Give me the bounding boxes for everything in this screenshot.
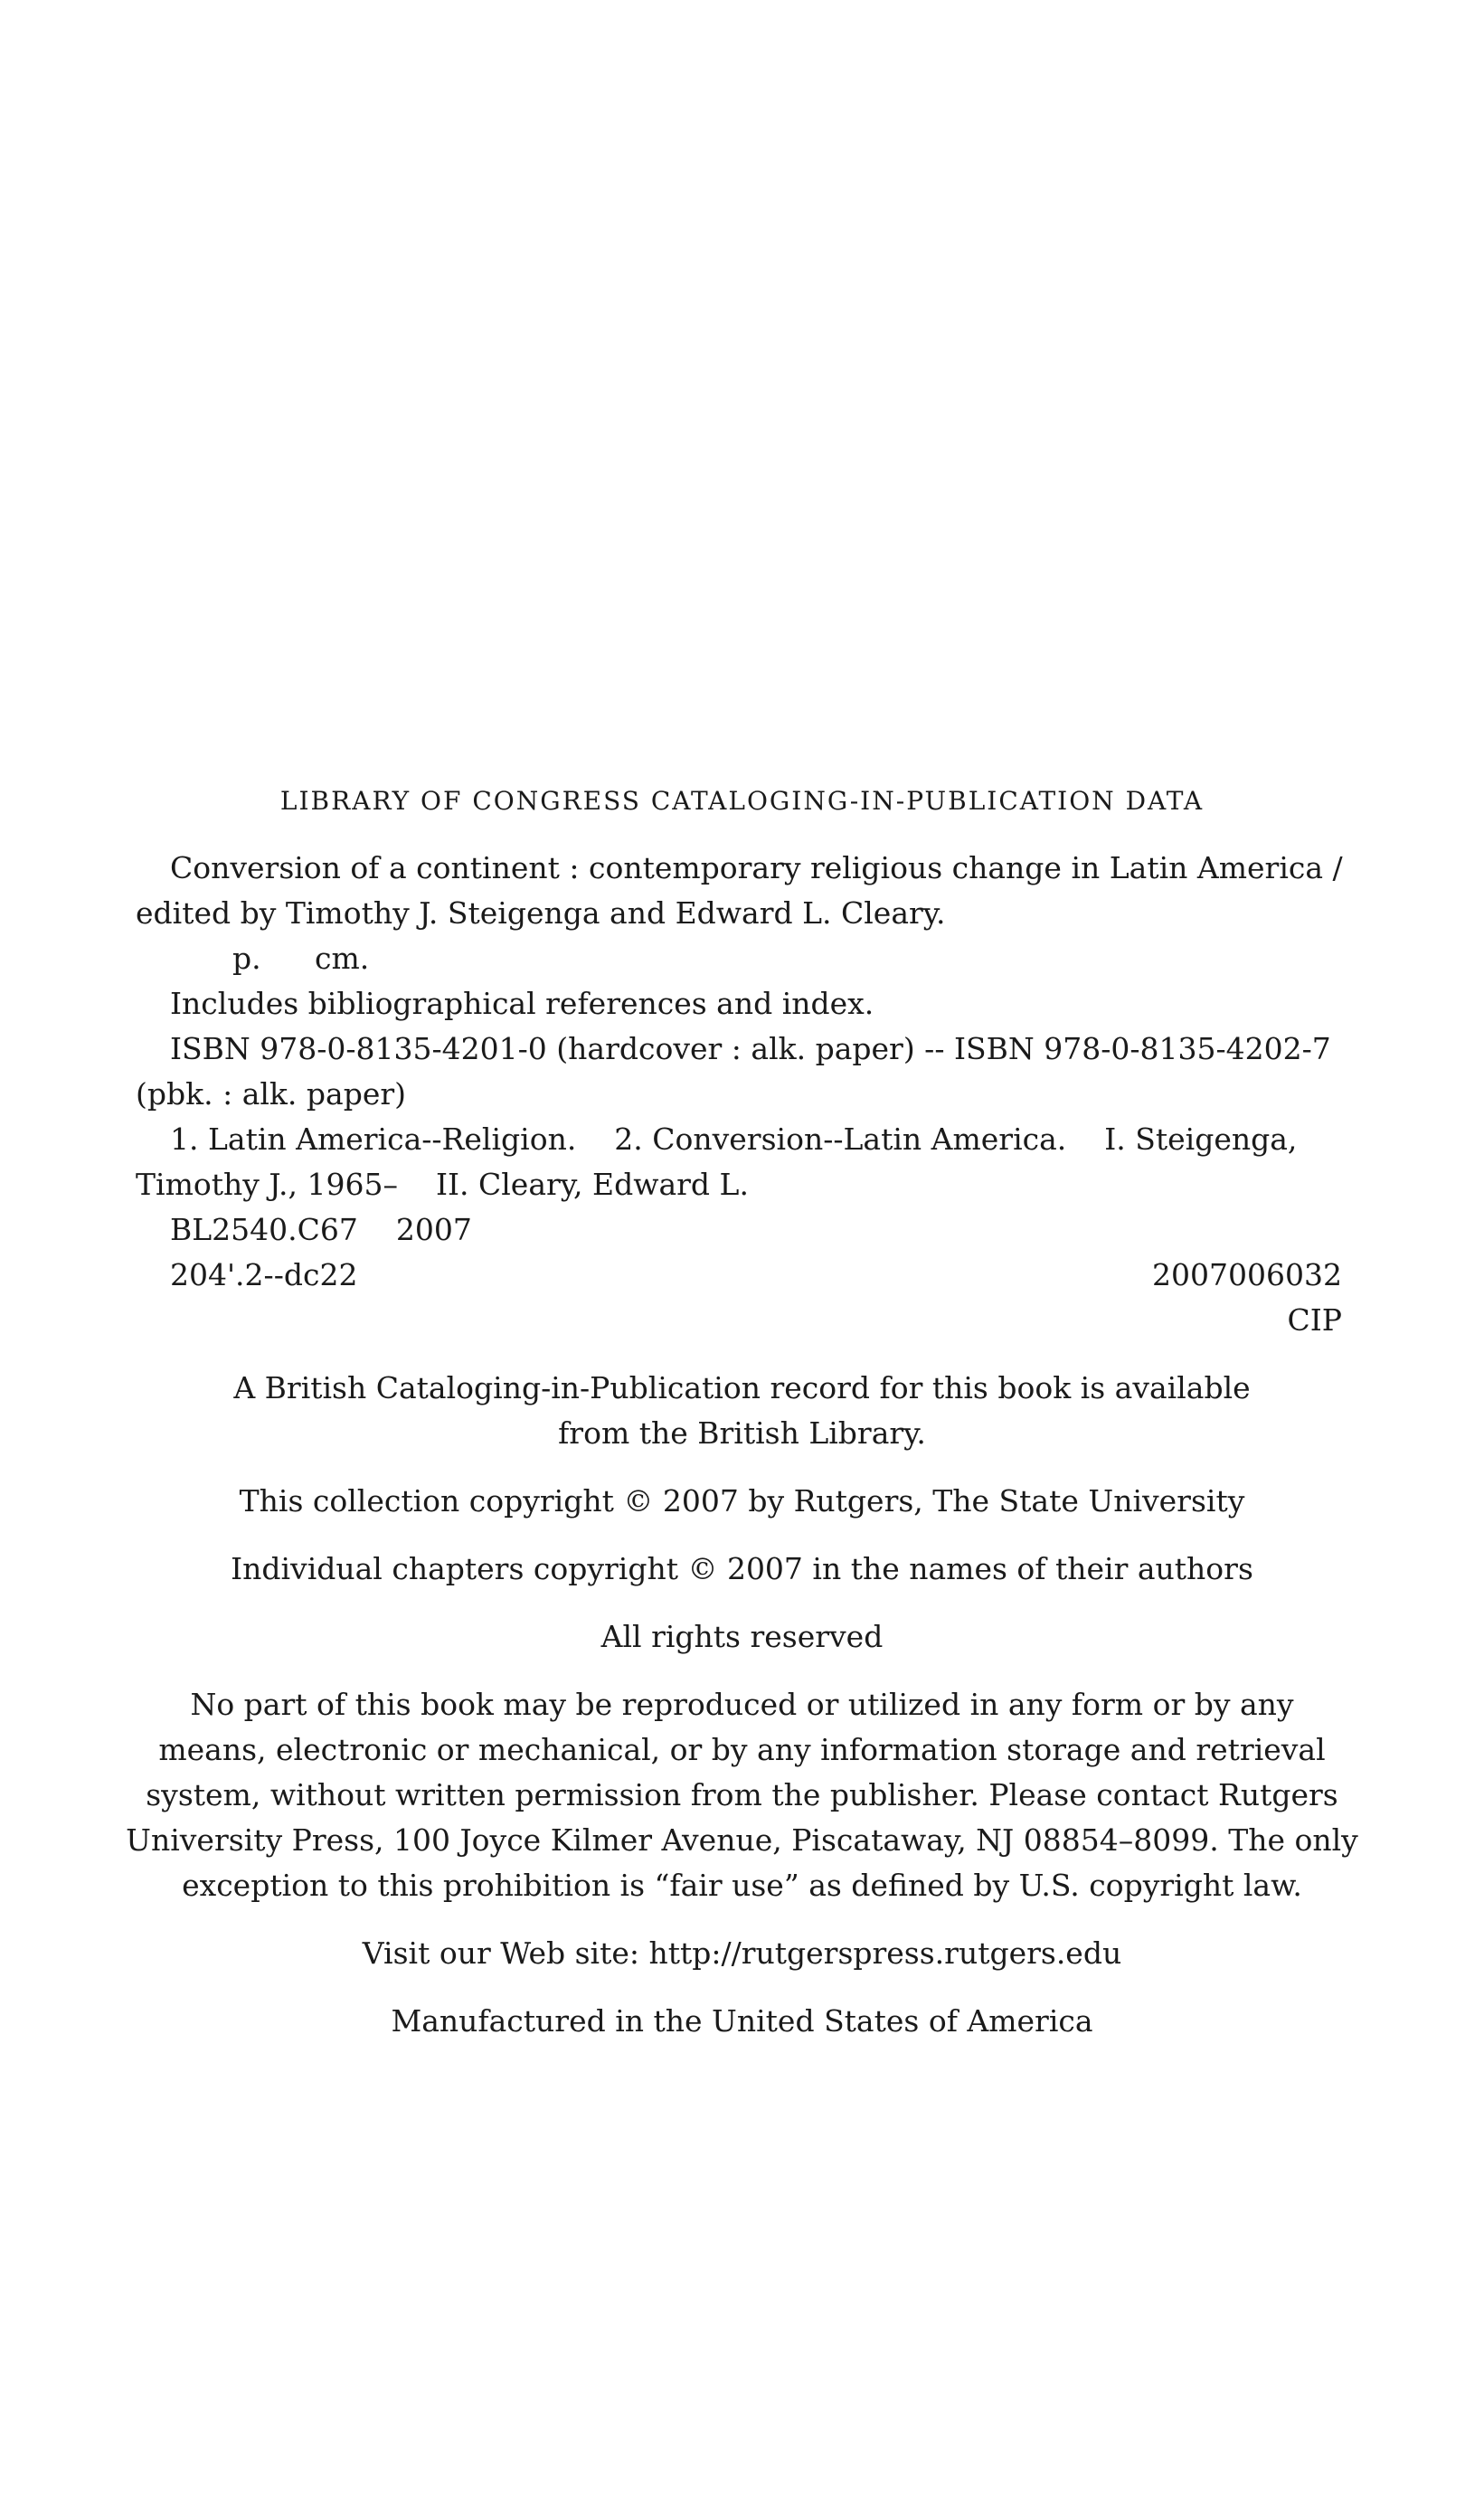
cip-dewey: 204'.2--dc22 [170, 1257, 358, 1292]
cip-subjects-line-2: Timothy J., 1965– II. Cleary, Edward L. [136, 1167, 749, 1202]
chapters-copyright: Individual chapters copyright © 2007 in the names of their authors [231, 1551, 1253, 1586]
cip-isbn-line-2: (pbk. : alk. paper) [136, 1076, 407, 1112]
cip-pages: p. [232, 941, 261, 976]
notice-line-5: exception to this prohibition is “fair use” as defined by U.S. copyright law. [182, 1868, 1302, 1903]
notice-line-1: No part of this book may be reproduced or utilized in any form or by any [190, 1687, 1294, 1722]
collection-copyright: This collection copyright © 2007 by Rutgers, The State University [239, 1483, 1245, 1519]
notice-line-3: system, without written permission from the publisher. Please contact Rutgers [146, 1777, 1338, 1812]
notice-line-4: University Press, 100 Joyce Kilmer Avenue, Piscataway, NJ 08854–8099. The only [126, 1822, 1358, 1858]
notice-line-2: means, electronic or mechanical, or by any information storage and retrieval [158, 1732, 1326, 1767]
all-rights-reserved: All rights reserved [600, 1619, 884, 1654]
cip-title-line-2: edited by Timothy J. Steigenga and Edward L. Cleary. [136, 895, 946, 931]
cip-includes: Includes bibliographical references and index. [170, 986, 874, 1021]
cip-lccn: 2007006032 [1152, 1257, 1342, 1292]
cip-cm: cm. [315, 941, 370, 976]
cip-title-line-1: Conversion of a continent : contemporary religious change in Latin America / [170, 850, 1343, 885]
manufactured-line: Manufactured in the United States of America [391, 2003, 1093, 2039]
cip-label: CIP [1287, 1302, 1342, 1338]
website-line: Visit our Web site: http://rutgerspress.rutgers.edu [362, 1935, 1122, 1971]
british-cip-line-1: A British Cataloging-in-Publication record for this book is available [233, 1370, 1251, 1405]
cip-isbn-line-1: ISBN 978-0-8135-4201-0 (hardcover : alk. paper) -- ISBN 978-0-8135-4202-7 [170, 1031, 1331, 1066]
cip-subjects-line-1: 1. Latin America--Religion. 2. Conversion--Latin America. I. Steigenga, [170, 1121, 1298, 1157]
british-cip-line-2: from the British Library. [558, 1415, 926, 1451]
cip-lc-class: BL2540.C67 2007 [170, 1212, 472, 1247]
cip-heading: LIBRARY OF CONGRESS CATALOGING-IN-PUBLICATION DATA [279, 786, 1205, 816]
